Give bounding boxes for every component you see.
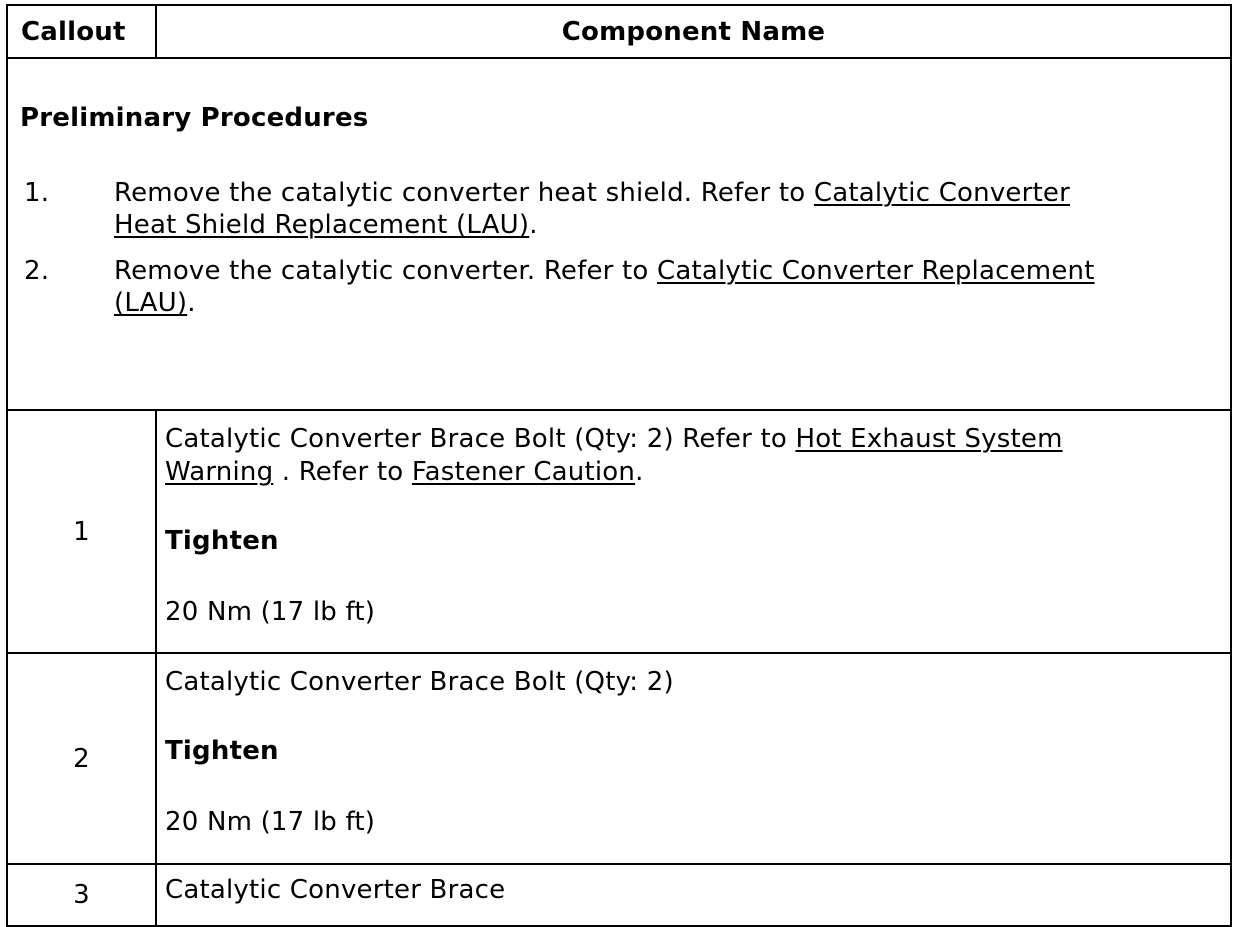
tighten-label: Tighten: [165, 736, 279, 766]
table-row: [7, 410, 1231, 653]
step-suffix: .: [529, 210, 538, 240]
callout-number: 3: [7, 864, 156, 926]
component-name-cell: [156, 864, 1231, 926]
description-suffix: .: [635, 457, 644, 487]
tighten-label: Tighten: [165, 526, 279, 556]
step-suffix: .: [187, 288, 196, 318]
component-description: Catalytic Converter Brace: [165, 875, 506, 905]
table-header-row: [7, 5, 1231, 58]
preliminary-step: [8, 177, 1114, 241]
callout-number: 2: [7, 653, 156, 864]
table-row: [7, 864, 1231, 926]
preliminary-step: [8, 255, 1114, 319]
torque-value: 20 Nm (17 lb ft): [165, 807, 376, 837]
header-callout: Callout: [7, 5, 156, 58]
hot-exhaust-warning-link[interactable]: Hot Exhaust System Warning: [165, 424, 1063, 487]
catalytic-converter-replacement-link[interactable]: Catalytic Converter Replacement (LAU): [114, 256, 1095, 318]
component-name-cell: [156, 410, 1231, 653]
preliminary-procedures-title: Preliminary Procedures: [20, 103, 369, 133]
step-text: Remove the catalytic converter heat shield. Refer to: [114, 178, 814, 208]
step-number: 2.: [24, 256, 50, 286]
torque-value: 20 Nm (17 lb ft): [165, 597, 376, 627]
table-row: [7, 653, 1231, 864]
fastener-caution-link[interactable]: Fastener Caution: [411, 457, 636, 487]
preliminary-procedures-row: [7, 58, 1231, 410]
preliminary-procedures-cell: [7, 58, 1231, 410]
preliminary-steps-list: [8, 177, 1230, 319]
step-number: 1.: [24, 178, 50, 208]
header-component-name: Component Name: [156, 5, 1231, 58]
description-middle: . Refer to: [273, 457, 412, 487]
component-name-cell: [156, 653, 1231, 864]
step-text: Remove the catalytic converter. Refer to: [114, 256, 657, 286]
component-description: [165, 423, 1125, 489]
callout-number: 1: [7, 410, 156, 653]
component-table: [6, 4, 1232, 927]
component-description: Catalytic Converter Brace Bolt (Qty: 2): [165, 667, 674, 697]
description-text: Catalytic Converter Brace Bolt (Qty: 2) Refer to: [165, 424, 796, 454]
heat-shield-replacement-link[interactable]: Catalytic Converter Heat Shield Replacement (LAU): [114, 178, 1070, 240]
